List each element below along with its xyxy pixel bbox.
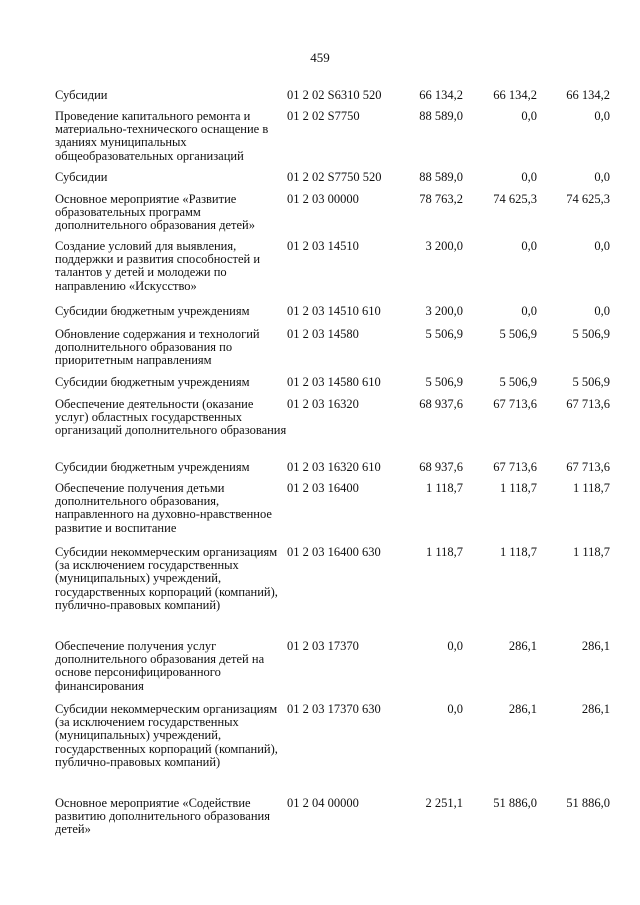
row-code: 01 2 02 S7750 520	[287, 170, 382, 184]
row-value-3: 0,0	[594, 239, 610, 253]
row-code: 01 2 03 16320 610	[287, 460, 381, 474]
row-description: Обновление содержания и технологий дополнительного образования по приоритетным направлениям	[55, 327, 260, 368]
row-description: Основное мероприятие «Содействие развитию дополнительного образования детей»	[55, 796, 270, 837]
row-value-3: 286,1	[581, 639, 610, 653]
row-value-3: 1 118,7	[572, 481, 610, 495]
row-value-2: 0,0	[521, 170, 537, 184]
row-value-1: 5 506,9	[425, 327, 463, 341]
row-value-1: 5 506,9	[425, 375, 463, 389]
row-description: Создание условий для выявления, поддержки и развития способностей и талантов у детей и молодежи по направлению «Искусство»	[55, 239, 261, 293]
row-value-2: 66 134,2	[493, 88, 537, 102]
row-code: 01 2 03 00000	[287, 192, 359, 206]
row-description: Обеспечение деятельности (оказание услуг) областных государственных организаций дополнительного образования	[55, 397, 287, 438]
row-code: 01 2 04 00000	[287, 796, 359, 810]
row-description: Субсидии некоммерческим организациям (за исключением государственных (муниципальных) учреждений, государственных корпораций (компаний), публично-правовых компаний)	[55, 545, 278, 612]
row-code: 01 2 03 16400 630	[287, 545, 381, 559]
row-code: 01 2 02 S6310 520	[287, 88, 382, 102]
row-value-3: 66 134,2	[566, 88, 610, 102]
row-code: 01 2 03 16320	[287, 397, 359, 411]
row-value-1: 0,0	[447, 639, 463, 653]
row-description: Проведение капитального ремонта и материально-технического оснащение в зданиях муниципальных общеобразовательных организаций	[55, 109, 269, 163]
row-description: Субсидии некоммерческим организациям (за исключением государственных (муниципальных) учреждений, государственных корпораций (компаний), публично-правовых компаний)	[55, 702, 278, 769]
row-value-1: 68 937,6	[419, 460, 463, 474]
row-value-3: 0,0	[594, 304, 610, 318]
row-value-2: 286,1	[508, 702, 537, 716]
row-value-2: 74 625,3	[493, 192, 537, 206]
row-value-2: 67 713,6	[493, 397, 537, 411]
row-value-3: 5 506,9	[572, 375, 610, 389]
row-description: Субсидии	[55, 170, 108, 184]
row-value-2: 5 506,9	[499, 375, 537, 389]
row-value-2: 1 118,7	[499, 545, 537, 559]
row-value-1: 66 134,2	[419, 88, 463, 102]
row-value-1: 88 589,0	[419, 170, 463, 184]
row-code: 01 2 03 14580 610	[287, 375, 381, 389]
row-value-2: 1 118,7	[499, 481, 537, 495]
row-description: Субсидии бюджетным учреждениям	[55, 375, 250, 389]
row-code: 01 2 03 14580	[287, 327, 359, 341]
row-code: 01 2 03 14510	[287, 239, 359, 253]
row-value-1: 1 118,7	[425, 481, 463, 495]
row-value-1: 0,0	[447, 702, 463, 716]
row-value-2: 286,1	[508, 639, 537, 653]
row-description: Субсидии	[55, 88, 108, 102]
row-value-3: 286,1	[581, 702, 610, 716]
row-value-3: 1 118,7	[572, 545, 610, 559]
row-code: 01 2 03 14510 610	[287, 304, 381, 318]
row-value-3: 5 506,9	[572, 327, 610, 341]
row-value-2: 5 506,9	[499, 327, 537, 341]
row-value-1: 3 200,0	[425, 239, 463, 253]
row-value-3: 74 625,3	[566, 192, 610, 206]
row-description: Субсидии бюджетным учреждениям	[55, 304, 250, 318]
row-code: 01 2 03 17370	[287, 639, 359, 653]
row-value-1: 2 251,1	[425, 796, 463, 810]
row-value-2: 0,0	[521, 304, 537, 318]
row-description: Обеспечение получения детьми дополнительного образования, направленного на духовно-нравственное развитие и воспитание	[55, 481, 272, 535]
row-value-3: 67 713,6	[566, 397, 610, 411]
row-description: Обеспечение получения услуг дополнительного образования детей на основе персонифицированного финансирования	[55, 639, 265, 693]
row-value-3: 0,0	[594, 170, 610, 184]
row-value-1: 3 200,0	[425, 304, 463, 318]
row-code: 01 2 02 S7750	[287, 109, 360, 123]
row-value-2: 67 713,6	[493, 460, 537, 474]
row-value-3: 51 886,0	[566, 796, 610, 810]
row-description: Основное мероприятие «Развитие образовательных программ дополнительного образования детей»	[55, 192, 255, 233]
row-value-3: 0,0	[594, 109, 610, 123]
row-value-2: 51 886,0	[493, 796, 537, 810]
row-value-1: 88 589,0	[419, 109, 463, 123]
row-value-3: 67 713,6	[566, 460, 610, 474]
row-value-2: 0,0	[521, 109, 537, 123]
row-value-1: 78 763,2	[419, 192, 463, 206]
row-value-2: 0,0	[521, 239, 537, 253]
row-value-1: 68 937,6	[419, 397, 463, 411]
row-code: 01 2 03 16400	[287, 481, 359, 495]
row-code: 01 2 03 17370 630	[287, 702, 381, 716]
row-description: Субсидии бюджетным учреждениям	[55, 460, 250, 474]
page-number: 459	[310, 50, 330, 65]
row-value-1: 1 118,7	[425, 545, 463, 559]
